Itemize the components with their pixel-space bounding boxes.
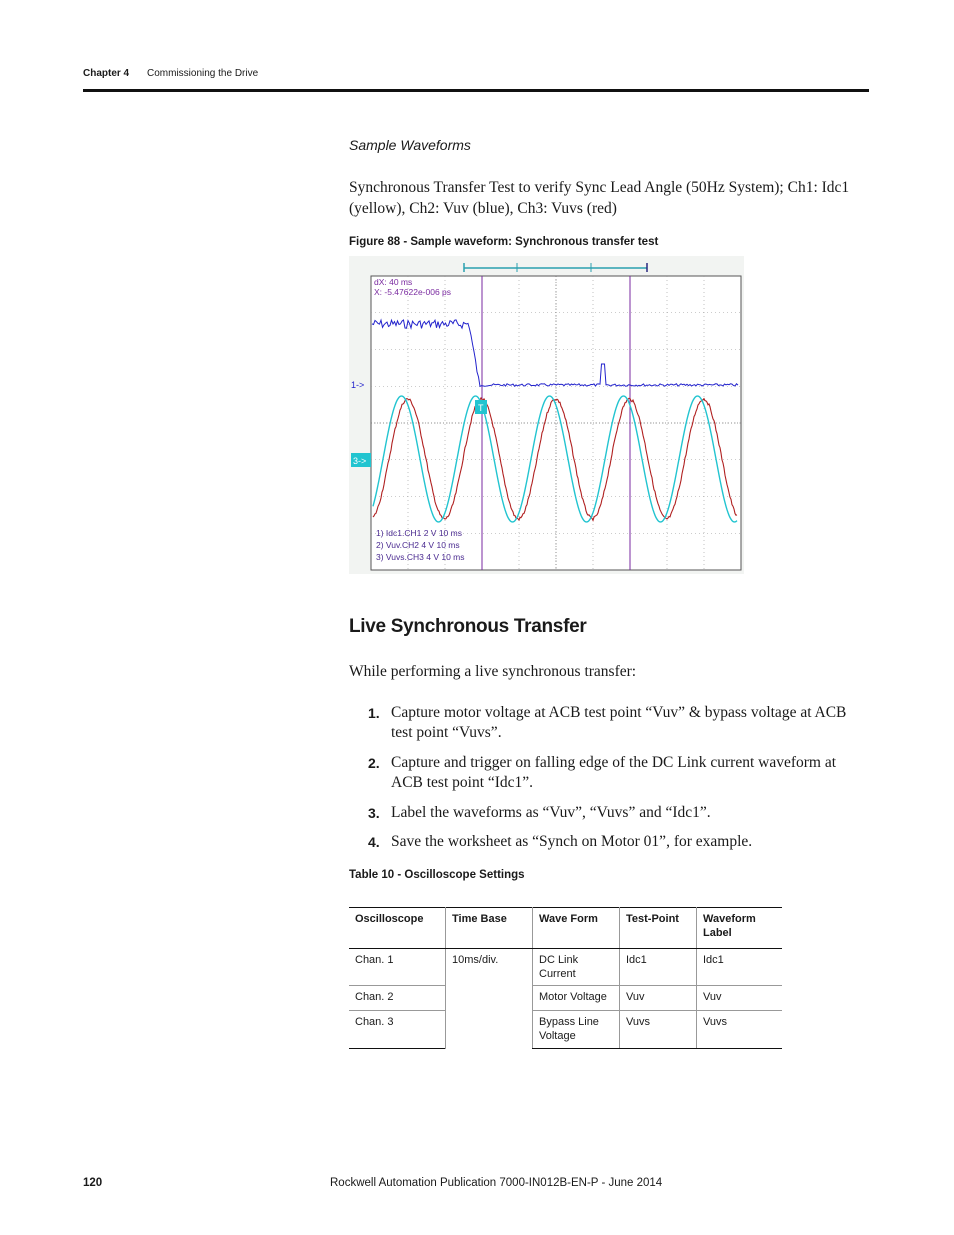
step-3 [368, 803, 868, 823]
oscilloscope-settings-table [349, 907, 782, 1049]
step-number: 2. [368, 755, 380, 771]
cell-time-base: 10ms/div. [446, 949, 533, 1049]
step-1 [368, 703, 868, 743]
cell-waveform-label: Idc1 [697, 949, 783, 986]
figure-caption: Figure 88 - Sample waveform: Synchronous transfer test [349, 236, 659, 248]
step-text: Save the worksheet as “Synch on Motor 01”, for example. [391, 833, 753, 850]
ch1-marker: 1-> [351, 380, 365, 390]
step-text: Capture motor voltage at ACB test point “Vuv” & bypass voltage at ACB test point “Vuvs”. [391, 704, 847, 741]
cell-test-point: Vuvs [620, 1011, 697, 1049]
header-time-base: Time Base [446, 908, 533, 949]
step-2 [368, 753, 868, 793]
legend-ch2: 2) Vuv.CH2 4 V 10 ms [376, 540, 460, 550]
cell-oscilloscope: Chan. 1 [355, 954, 394, 966]
trigger-marker: T [478, 403, 484, 413]
readout-dx: dX: 40 ms [374, 277, 413, 287]
table-row [349, 1011, 782, 1049]
header-rule [83, 89, 869, 92]
chapter-label: Chapter 4 [83, 68, 130, 79]
table-header-row [349, 908, 782, 949]
cell-wave-form: Motor Voltage [533, 986, 620, 1011]
cell-wave-form: Bypass Line Voltage [533, 1011, 620, 1049]
step-number: 1. [368, 705, 380, 721]
step-number: 3. [368, 805, 380, 821]
cell-oscilloscope: Chan. 2 [349, 986, 446, 1011]
live-sync-heading: Live Synchronous Transfer [349, 616, 587, 637]
publication-line: Rockwell Automation Publication 7000-IN012B-EN-P - June 2014 [330, 1177, 663, 1189]
step-text: Capture and trigger on falling edge of the DC Link current waveform at ACB test point “Idc1”. [391, 754, 837, 791]
readout-x: X: -5.47622e-006 ps [374, 287, 452, 297]
legend-ch3: 3) Vuvs.CH3 4 V 10 ms [376, 552, 465, 562]
header-waveform-label: Waveform Label [697, 908, 783, 949]
header-wave-form: Wave Form [533, 908, 620, 949]
live-sync-intro: While performing a live synchronous transfer: [349, 663, 637, 680]
sample-waveforms-paragraph: Synchronous Transfer Test to verify Sync Lead Angle (50Hz System); Ch1: Idc1 (yellow), Ch2: Vuv (blue), Ch3: Vuvs (red) [349, 179, 850, 217]
legend-ch1: 1) Idc1.CH1 2 V 10 ms [376, 528, 462, 538]
page-number: 120 [83, 1177, 103, 1189]
table-row [349, 986, 782, 1011]
cell-waveform-label: Vuvs [697, 1011, 783, 1049]
step-number: 4. [368, 834, 380, 850]
cell-waveform-label: Vuv [697, 986, 783, 1011]
chapter-title: Commissioning the Drive [147, 68, 259, 79]
oscilloscope-figure [349, 256, 744, 574]
header-oscilloscope: Oscilloscope [349, 908, 446, 949]
table-caption: Table 10 - Oscilloscope Settings [349, 869, 525, 881]
cell-test-point: Idc1 [620, 949, 697, 986]
cell-oscilloscope: Chan. 3 [349, 1011, 446, 1049]
cell-wave-form: DC Link Current [533, 949, 620, 986]
step-4 [368, 832, 868, 852]
table-row [349, 949, 782, 986]
header-test-point: Test-Point [620, 908, 697, 949]
step-text: Label the waveforms as “Vuv”, “Vuvs” and “Idc1”. [391, 804, 711, 821]
ch3-marker: 3-> [353, 456, 367, 466]
cell-test-point: Vuv [620, 986, 697, 1011]
sample-waveforms-heading: Sample Waveforms [349, 137, 471, 153]
